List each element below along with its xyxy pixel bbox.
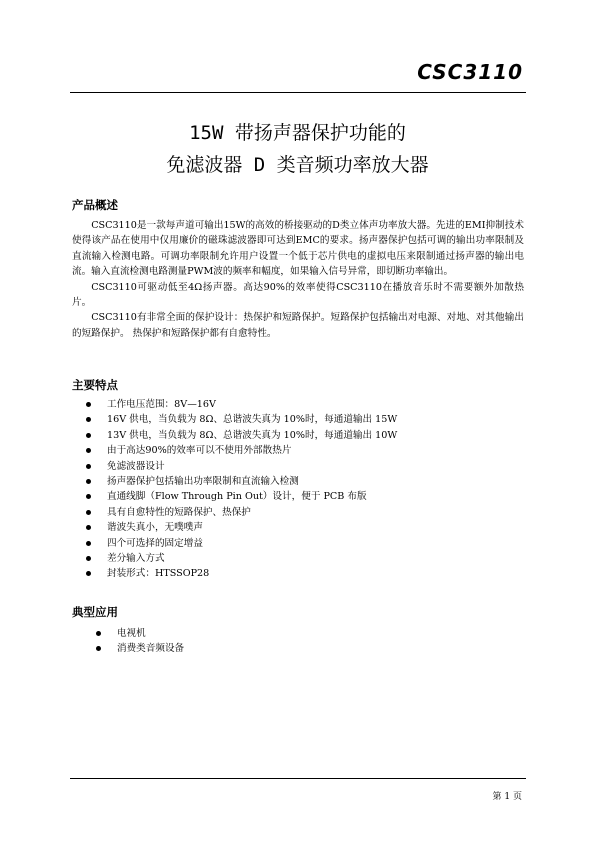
list-item: 电视机 <box>117 626 184 641</box>
bullet-icon <box>86 525 91 530</box>
overview-paragraph-3: CSC3110有非常全面的保护设计：热保护和短路保护。短路保护包括输出对电源、对地、对其他输出的短路保护。 热保护和短路保护都有自愈特性。 <box>72 312 524 339</box>
list-item: 直通线脚（Flow Through Pin Out）设计，便于 PCB 布版 <box>107 489 397 504</box>
list-item: 扬声器保护包括输出功率限制和直流输入检测 <box>107 474 397 489</box>
bullet-icon <box>86 402 91 407</box>
list-item: 16V 供电，当负载为 8Ω、总谐波失真为 10%时，每通道输出 15W <box>107 412 397 427</box>
bullet-icon <box>86 464 91 469</box>
bullet-icon <box>86 510 91 515</box>
bullet-icon <box>86 494 91 499</box>
list-item: 封装形式：HTSSOP28 <box>107 566 397 581</box>
bullet-icon <box>96 646 101 651</box>
bullet-icon <box>86 556 91 561</box>
bullet-icon <box>86 433 91 438</box>
list-item: 工作电压范围：8V—16V <box>107 397 397 412</box>
title-line-2: 免滤波器 D 类音频功率放大器 <box>166 154 429 176</box>
bullet-icon <box>96 631 101 636</box>
overview-paragraph-1: CSC3110是一款每声道可输出15W的高效的桥接驱动的D类立体声功率放大器。先进的EMI抑制技术使得该产品在使用中仅用廉价的磁珠滤波器即可达到EMC的要求。扬声器保护包括可调的输出功率限制及直流输入检测电路。可调功率限制允许用户设置一个低于芯片供电的虚拟电压来限制通过扬声器的输出电流。输入直流检测电路测量PWM波的频率和幅度，如果输入信号异常，即切断功率输出。 <box>72 220 524 278</box>
features-list <box>107 397 397 582</box>
bullet-icon <box>86 571 91 576</box>
part-number-header: CSC3110 <box>417 60 523 84</box>
list-item: 13V 供电，当负载为 8Ω、总谐波失真为 10%时，每通道输出 10W <box>107 428 397 443</box>
footer-divider <box>70 778 526 779</box>
list-item: 谐波失真小，无噗噗声 <box>107 520 397 535</box>
applications-heading: 典型应用 <box>72 605 118 619</box>
list-item: 消费类音频设备 <box>117 641 184 656</box>
list-item: 由于高达90%的效率可以不使用外部散热片 <box>107 443 397 458</box>
bullet-icon <box>86 417 91 422</box>
applications-list <box>117 626 184 657</box>
features-heading: 主要特点 <box>72 378 118 392</box>
list-item: 四个可选择的固定增益 <box>107 536 397 551</box>
page-number: 第 1 页 <box>492 792 522 802</box>
list-item: 具有自愈特性的短路保护、热保护 <box>107 505 397 520</box>
bullet-icon <box>86 541 91 546</box>
list-item: 免滤波器设计 <box>107 459 397 474</box>
list-item: 差分输入方式 <box>107 551 397 566</box>
overview-heading: 产品概述 <box>72 198 118 212</box>
overview-section <box>72 218 524 341</box>
overview-paragraph-2: CSC3110可驱动低至4Ω扬声器。高达90%的效率使得CSC3110在播放音乐时不需要额外加散热片。 <box>72 281 524 309</box>
title-line-1: 15W 带扬声器保护功能的 <box>189 122 406 144</box>
header-divider <box>70 92 526 93</box>
bullet-icon <box>86 479 91 484</box>
bullet-icon <box>86 448 91 453</box>
